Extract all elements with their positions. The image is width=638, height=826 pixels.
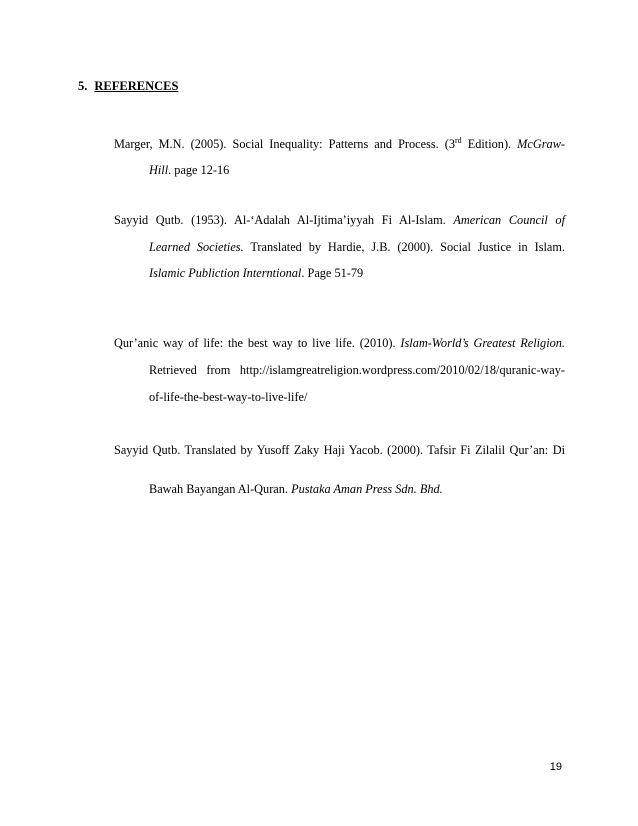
- reference-line: Sayyid Qutb. Translated by Yusoff Zaky Haji Yacob. (2000). Tafsir Fi Zilalil Qur’an: Di: [114, 443, 565, 457]
- reference-line: Learned Societies. Translated by Hardie, J.B. (2000). Social Justice in Islam.: [149, 240, 565, 254]
- section-number: 5.: [78, 79, 88, 93]
- reference-line: Hill. page 12-16: [149, 163, 230, 177]
- page-number: 19: [549, 761, 562, 773]
- section-title: REFERENCES: [94, 79, 179, 93]
- section-heading: [78, 78, 178, 94]
- reference-line: of-life-the-best-way-to-live-life/: [149, 390, 308, 404]
- reference-line: Qur’anic way of life: the best way to live life. (2010). Islam-World’s Greatest Religion.: [114, 336, 565, 350]
- reference-line: Retrieved from http://islamgreatreligion.wordpress.com/2010/02/18/quranic-way-: [149, 363, 565, 377]
- reference-line: Sayyid Qutb. (1953). Al-‘Adalah Al-Ijtima’iyyah Fi Al-Islam. American Council of: [114, 213, 565, 227]
- reference-line: Bawah Bayangan Al-Quran. Pustaka Aman Press Sdn. Bhd.: [149, 482, 443, 496]
- reference-line: Marger, M.N. (2005). Social Inequality: Patterns and Process. (3rd Edition). McGraw-: [114, 136, 565, 151]
- reference-line: Islamic Publiction Interntional. Page 51-79: [149, 266, 364, 280]
